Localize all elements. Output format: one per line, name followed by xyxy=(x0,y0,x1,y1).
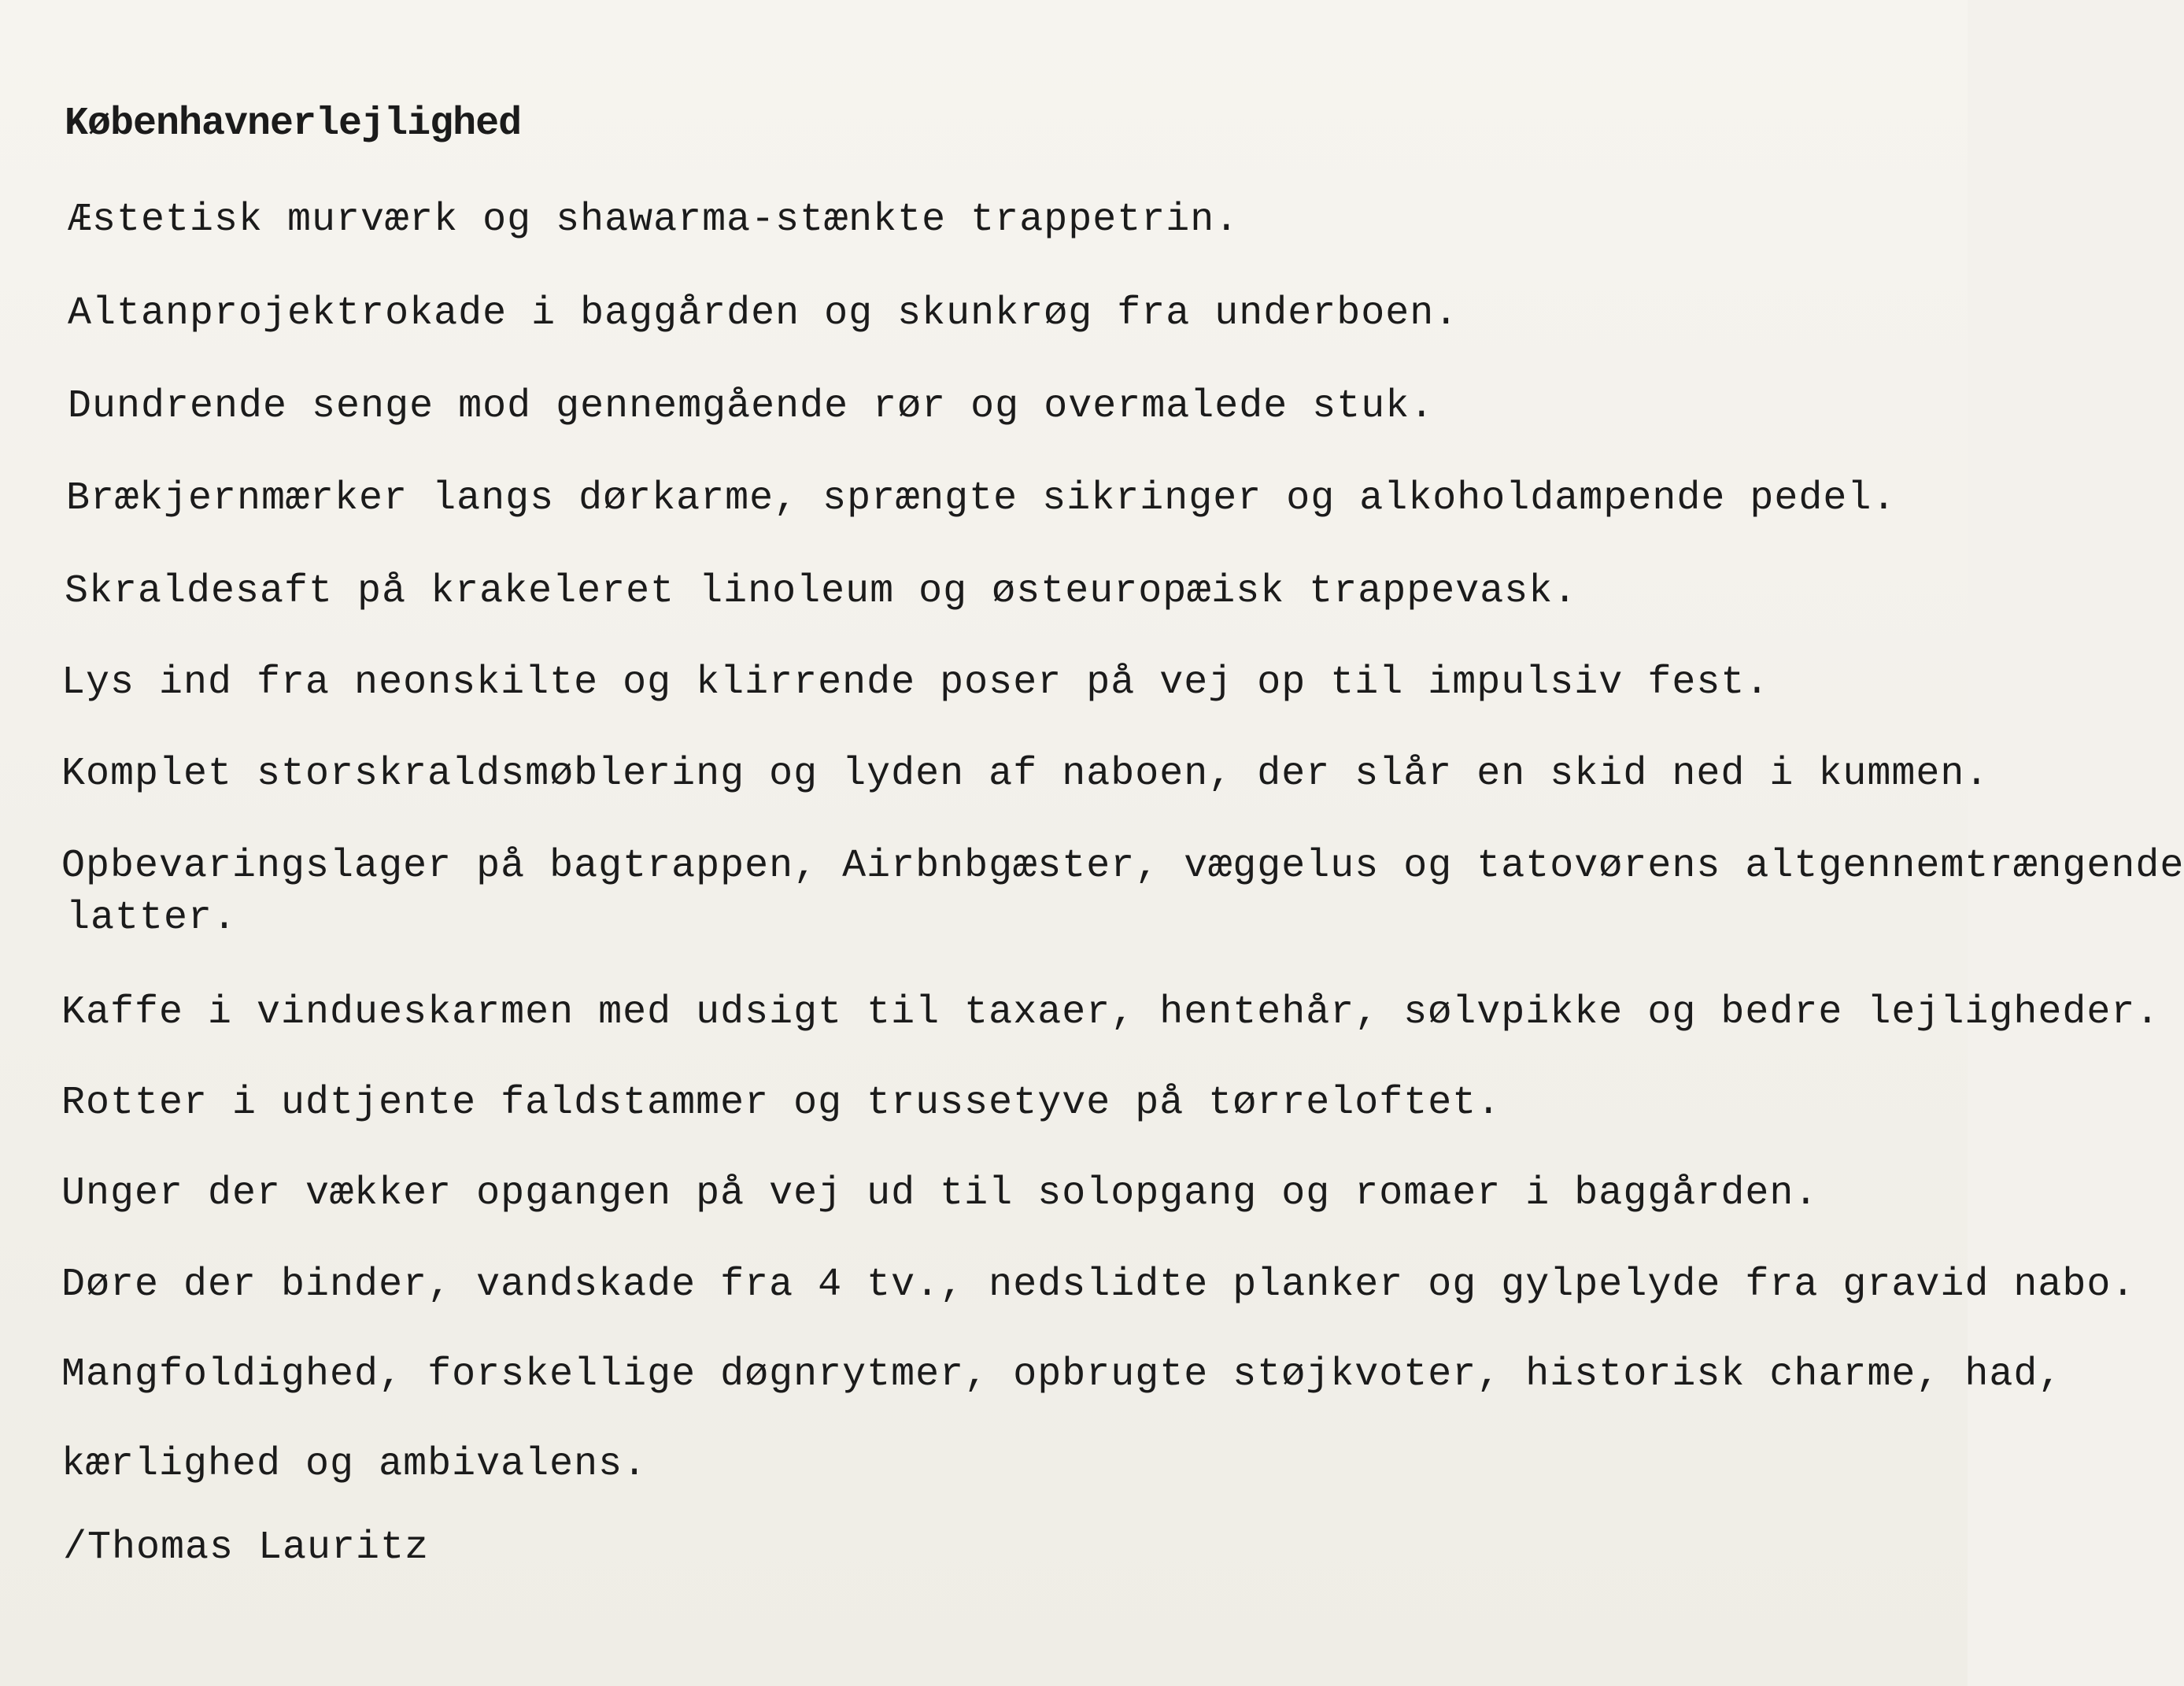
poem-line: Rotter i udtjente faldstammer og trussetyve på tørreloftet. xyxy=(61,1081,1502,1126)
author-signature: /Thomas Lauritz xyxy=(63,1525,430,1570)
poem-line: Æstetisk murværk og shawarma-stænkte trappetrin. xyxy=(68,198,1240,242)
poem-line: Brækjernmærker langs dørkarme, sprængte sikringer og alkoholdampende pedel. xyxy=(66,476,1897,521)
poem-title: Københavnerlejlighed xyxy=(65,102,522,146)
poem-line: Lys ind fra neonskilte og klirrende poser på vej op til impulsiv fest. xyxy=(61,660,1770,705)
poem-line: Døre der binder, vandskade fra 4 tv., nedslidte planker og gylpelyde fra gravid nabo. xyxy=(61,1263,2136,1307)
poem-line: Altanprojektrokade i baggården og skunkrøg fra underboen. xyxy=(68,291,1459,336)
poem-line: Opbevaringslager på bagtrappen, Airbnbgæster, væggelus og tatovørens altgennemtrængende xyxy=(61,844,2184,889)
poem-line: kærlighed og ambivalens. xyxy=(61,1442,648,1487)
poem-line: Skraldesaft på krakeleret linoleum og østeuropæisk trappevask. xyxy=(65,569,1578,614)
poem-line: Komplet storskraldsmøblering og lyden af naboen, der slår en skid ned i kummen. xyxy=(61,752,1990,797)
poem-line: latter. xyxy=(66,896,238,941)
poem-line: Unger der vækker opgangen på vej ud til solopgang og romaer i baggården. xyxy=(61,1171,1819,1216)
poem-line: Dundrende senge mod gennemgående rør og overmalede stuk. xyxy=(68,384,1435,429)
poem-line: Mangfoldighed, forskellige døgnrytmer, opbrugte støjkvoter, historisk charme, had, xyxy=(61,1352,2063,1397)
poem-line: Kaffe i vindueskarmen med udsigt til taxaer, hentehår, sølvpikke og bedre lejligheder. xyxy=(61,990,2160,1035)
